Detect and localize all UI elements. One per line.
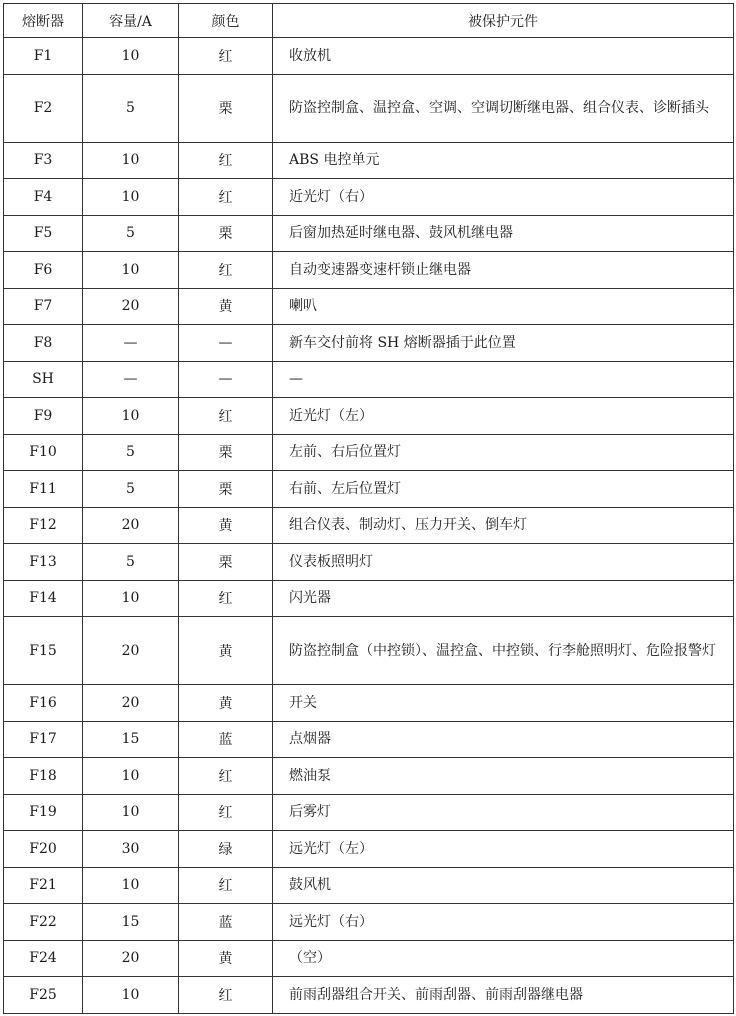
color-cell: 红 — [179, 179, 273, 216]
fuse-cell: F4 — [4, 179, 83, 216]
color-cell: 红 — [179, 867, 273, 904]
capacity-cell: 20 — [83, 685, 179, 722]
component-cell: 防盗控制盒（中控锁）、温控盒、中控锁、行李舱照明灯、危险报警灯 — [273, 617, 734, 685]
table-row — [4, 867, 734, 904]
component-cell: 后窗加热延时继电器、鼓风机继电器 — [273, 215, 734, 252]
table-row — [4, 38, 734, 75]
color-cell: 栗 — [179, 74, 273, 142]
color-cell: 红 — [179, 252, 273, 289]
table-row — [4, 325, 734, 362]
color-cell: 红 — [179, 580, 273, 617]
color-cell: 黄 — [179, 617, 273, 685]
table-row — [4, 544, 734, 581]
header-fuse: 熔断器 — [4, 4, 83, 38]
capacity-cell: 10 — [83, 398, 179, 435]
color-cell: 栗 — [179, 471, 273, 508]
component-cell: 左前、右后位置灯 — [273, 434, 734, 471]
color-cell: 红 — [179, 794, 273, 831]
fuse-cell: F22 — [4, 904, 83, 941]
header-color: 颜色 — [179, 4, 273, 38]
color-cell: 栗 — [179, 215, 273, 252]
component-cell: 近光灯（右） — [273, 179, 734, 216]
fuse-cell: F2 — [4, 74, 83, 142]
fuse-cell: F13 — [4, 544, 83, 581]
component-cell: 远光灯（右） — [273, 904, 734, 941]
fuse-cell: F16 — [4, 685, 83, 722]
component-cell: （空） — [273, 940, 734, 977]
fuse-cell: F10 — [4, 434, 83, 471]
component-cell: 闪光器 — [273, 580, 734, 617]
color-cell: 栗 — [179, 544, 273, 581]
table-row — [4, 434, 734, 471]
capacity-cell: 5 — [83, 215, 179, 252]
table-row — [4, 471, 734, 508]
component-cell: 前雨刮器组合开关、前雨刮器、前雨刮器继电器 — [273, 977, 734, 1014]
color-cell: — — [179, 361, 273, 398]
fuse-cell: F18 — [4, 758, 83, 795]
capacity-cell: 15 — [83, 721, 179, 758]
header-row — [4, 4, 734, 38]
capacity-cell: 10 — [83, 977, 179, 1014]
fuse-cell: F25 — [4, 977, 83, 1014]
table-row — [4, 179, 734, 216]
capacity-cell: — — [83, 325, 179, 362]
color-cell: 黄 — [179, 288, 273, 325]
capacity-cell: 10 — [83, 580, 179, 617]
table-row — [4, 580, 734, 617]
component-cell: 防盗控制盒、温控盒、空调、空调切断继电器、组合仪表、诊断插头 — [273, 74, 734, 142]
component-cell: 点烟器 — [273, 721, 734, 758]
fuse-cell: F17 — [4, 721, 83, 758]
header-capacity: 容量/A — [83, 4, 179, 38]
component-cell: 仪表板照明灯 — [273, 544, 734, 581]
component-cell: 新车交付前将 SH 熔断器插于此位置 — [273, 325, 734, 362]
color-cell: 红 — [179, 38, 273, 75]
capacity-cell: 5 — [83, 544, 179, 581]
capacity-cell: 10 — [83, 179, 179, 216]
capacity-cell: 10 — [83, 142, 179, 179]
capacity-cell: 15 — [83, 904, 179, 941]
table-row — [4, 831, 734, 868]
fuse-cell: F15 — [4, 617, 83, 685]
table-row — [4, 758, 734, 795]
table-row — [4, 507, 734, 544]
table-row — [4, 215, 734, 252]
table-row — [4, 361, 734, 398]
color-cell: 黄 — [179, 940, 273, 977]
component-cell: 开关 — [273, 685, 734, 722]
capacity-cell: 10 — [83, 38, 179, 75]
color-cell: 红 — [179, 398, 273, 435]
table-row — [4, 142, 734, 179]
fuse-cell: F3 — [4, 142, 83, 179]
color-cell: 蓝 — [179, 721, 273, 758]
color-cell: 黄 — [179, 685, 273, 722]
table-row — [4, 940, 734, 977]
component-cell: 组合仪表、制动灯、压力开关、倒车灯 — [273, 507, 734, 544]
capacity-cell: — — [83, 361, 179, 398]
color-cell: 绿 — [179, 831, 273, 868]
fuse-cell: SH — [4, 361, 83, 398]
table-row — [4, 617, 734, 685]
fuse-cell: F6 — [4, 252, 83, 289]
capacity-cell: 5 — [83, 434, 179, 471]
table-row — [4, 721, 734, 758]
component-cell: 喇叭 — [273, 288, 734, 325]
capacity-cell: 5 — [83, 74, 179, 142]
capacity-cell: 20 — [83, 940, 179, 977]
component-cell: — — [273, 361, 734, 398]
header-component: 被保护元件 — [273, 4, 734, 38]
color-cell: 栗 — [179, 434, 273, 471]
capacity-cell: 20 — [83, 617, 179, 685]
capacity-cell: 5 — [83, 471, 179, 508]
fuse-cell: F8 — [4, 325, 83, 362]
fuse-cell: F5 — [4, 215, 83, 252]
component-cell: 收放机 — [273, 38, 734, 75]
table-row — [4, 904, 734, 941]
color-cell: 红 — [179, 142, 273, 179]
component-cell: 右前、左后位置灯 — [273, 471, 734, 508]
fuse-cell: F12 — [4, 507, 83, 544]
component-cell: 后雾灯 — [273, 794, 734, 831]
capacity-cell: 30 — [83, 831, 179, 868]
fuse-cell: F19 — [4, 794, 83, 831]
capacity-cell: 20 — [83, 288, 179, 325]
capacity-cell: 10 — [83, 252, 179, 289]
fuse-cell: F7 — [4, 288, 83, 325]
fuse-cell: F21 — [4, 867, 83, 904]
table-row — [4, 288, 734, 325]
component-cell: 远光灯（左） — [273, 831, 734, 868]
table-body — [4, 38, 734, 1014]
table-row — [4, 74, 734, 142]
fuse-table — [3, 3, 734, 1014]
color-cell: 红 — [179, 977, 273, 1014]
capacity-cell: 10 — [83, 867, 179, 904]
table-row — [4, 794, 734, 831]
table-row — [4, 398, 734, 435]
capacity-cell: 20 — [83, 507, 179, 544]
fuse-cell: F11 — [4, 471, 83, 508]
component-cell: 近光灯（左） — [273, 398, 734, 435]
fuse-cell: F14 — [4, 580, 83, 617]
capacity-cell: 10 — [83, 794, 179, 831]
component-cell: ABS 电控单元 — [273, 142, 734, 179]
table-row — [4, 977, 734, 1014]
table-header — [4, 4, 734, 38]
color-cell: 红 — [179, 758, 273, 795]
capacity-cell: 10 — [83, 758, 179, 795]
color-cell: 黄 — [179, 507, 273, 544]
table-row — [4, 252, 734, 289]
fuse-cell: F9 — [4, 398, 83, 435]
fuse-cell: F24 — [4, 940, 83, 977]
fuse-cell: F1 — [4, 38, 83, 75]
component-cell: 燃油泵 — [273, 758, 734, 795]
component-cell: 自动变速器变速杆锁止继电器 — [273, 252, 734, 289]
fuse-cell: F20 — [4, 831, 83, 868]
color-cell: — — [179, 325, 273, 362]
table-row — [4, 685, 734, 722]
component-cell: 鼓风机 — [273, 867, 734, 904]
color-cell: 蓝 — [179, 904, 273, 941]
